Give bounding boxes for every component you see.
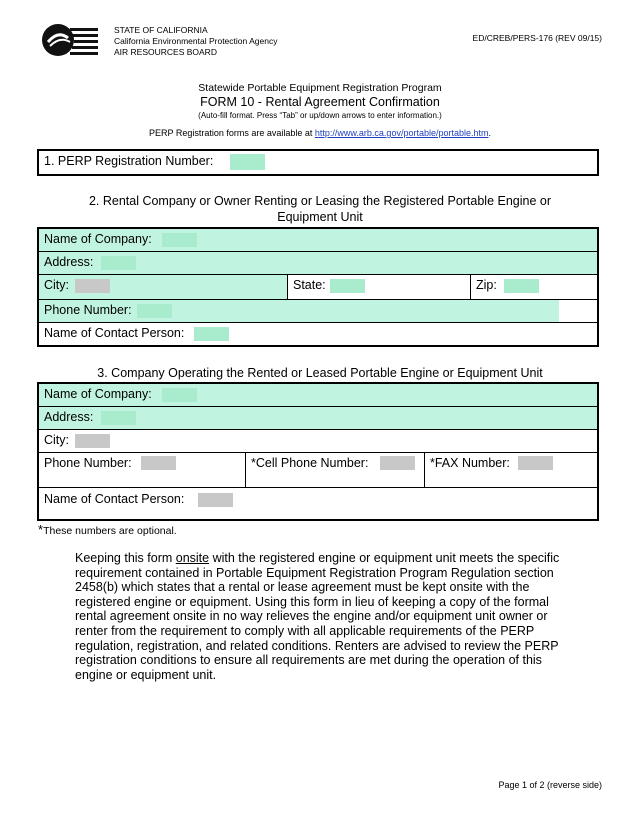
page-number: Page 1 of 2 (reverse side) (498, 780, 602, 790)
s3-address-label: Address: (44, 410, 94, 424)
paragraph-onsite: onsite (175, 551, 210, 565)
s3-cell-cell (245, 453, 424, 487)
forms-end: . (488, 128, 492, 138)
s3-city-label: City: (44, 433, 69, 447)
title-block (0, 82, 640, 121)
s3-cell-label: *Cell Phone Number: (251, 456, 369, 470)
paragraph-part2: with the registered engine or equipment unit meets the specific requirement contained in Portable Equipment Registration Program Regulation section 2458(b) which states that a rental or lease agreement must be kept onsite with the registered engine or equipment. Using this form in lieu of keeping a copy of the formal rental agreement onsite in no way relieves the engine and/or equipment unit owner or renter from the requirement to comply with all applicable requirements of the PERP regulation, registration, and related conditions. Renters are advised to review the PERP registration conditions to ensure all requirements are met during the operation of this engine or equipment unit. (75, 551, 560, 682)
s2-company-label: Name of Company: (44, 232, 152, 246)
s3-phone-row (39, 453, 597, 488)
perp-number-box (37, 149, 599, 176)
s2-city-row (39, 275, 597, 300)
s3-address-row (39, 407, 597, 430)
perp-number-field[interactable] (230, 154, 265, 170)
s3-fax-label: *FAX Number: (430, 456, 510, 470)
section2-title (0, 193, 640, 225)
s3-company-row (39, 384, 597, 407)
onsite-paragraph (75, 551, 575, 682)
s2-address-row (39, 252, 597, 275)
s3-phone-cell (39, 453, 245, 487)
s3-phone-field[interactable] (141, 456, 176, 470)
s3-contact-field[interactable] (198, 493, 233, 507)
s2-state-label: State: (293, 278, 326, 292)
s3-address-field[interactable] (101, 411, 136, 425)
perp-number-label: 1. PERP Registration Number: (44, 154, 214, 168)
footnote-text: These numbers are optional. (43, 525, 177, 537)
s2-zip-label: Zip: (476, 278, 497, 292)
s3-contact-label: Name of Contact Person: (44, 492, 185, 506)
program-title: Statewide Portable Equipment Registration Program (198, 82, 442, 94)
s2-phone-field[interactable] (137, 304, 172, 318)
autofill-note: (Auto-fill format. Press “Tab” or up/down arrows to enter information.) (198, 111, 442, 120)
s3-phone-label: Phone Number: (44, 456, 132, 470)
s2-company-row (39, 229, 597, 252)
s3-city-row (39, 430, 597, 453)
section3-title: 3. Company Operating the Rented or Leased Portable Engine or Equipment Unit (97, 366, 543, 380)
section2-box (37, 227, 599, 347)
s3-fax-field[interactable] (518, 456, 553, 470)
s2-state-cell (287, 275, 470, 299)
s2-phone-row (39, 300, 597, 323)
agency-line-state: STATE OF CALIFORNIA (114, 25, 208, 35)
footnote-star: * (38, 522, 44, 537)
agency-line-arb: AIR RESOURCES BOARD (114, 47, 217, 57)
s3-cell-field[interactable] (380, 456, 415, 470)
paragraph-part1: Keeping this form (75, 551, 176, 565)
forms-text: PERP Registration forms are available at (148, 128, 315, 138)
s2-zip-field[interactable] (504, 279, 539, 293)
forms-availability (0, 128, 640, 138)
agency-line-calepa: California Environmental Protection Agency (114, 36, 278, 46)
s2-city-label: City: (44, 278, 69, 292)
s3-company-field[interactable] (162, 388, 197, 402)
s2-state-field[interactable] (330, 279, 365, 293)
s2-contact-label: Name of Contact Person: (44, 326, 185, 340)
section2-title-line1: 2. Rental Company or Owner Renting or Leasing the Registered Portable Engine or (88, 194, 552, 208)
s2-address-label: Address: (44, 255, 94, 269)
s2-zip-cell (470, 275, 597, 299)
s2-city-field[interactable] (75, 279, 110, 293)
s2-contact-row (39, 323, 597, 345)
s2-phone-label: Phone Number: (44, 303, 132, 317)
forms-link[interactable]: http://www.arb.ca.gov/portable/portable.htm (314, 128, 489, 138)
agency-block (114, 25, 277, 58)
form-title: FORM 10 - Rental Agreement Confirmation (200, 95, 440, 109)
s2-contact-field[interactable] (194, 327, 229, 341)
s3-fax-cell (424, 453, 597, 487)
s3-contact-row (39, 488, 597, 519)
arb-logo-icon (40, 22, 100, 58)
s3-company-label: Name of Company: (44, 387, 152, 401)
s2-company-field[interactable] (162, 233, 197, 247)
optional-footnote (38, 522, 177, 537)
s3-city-field[interactable] (75, 434, 110, 448)
section2-title-line2: Equipment Unit (277, 210, 363, 224)
section3-box (37, 382, 599, 521)
form-code: ED/CREB/PERS-176 (REV 09/15) (472, 33, 602, 43)
s2-city-cell (39, 275, 287, 299)
s2-address-field[interactable] (101, 256, 136, 270)
